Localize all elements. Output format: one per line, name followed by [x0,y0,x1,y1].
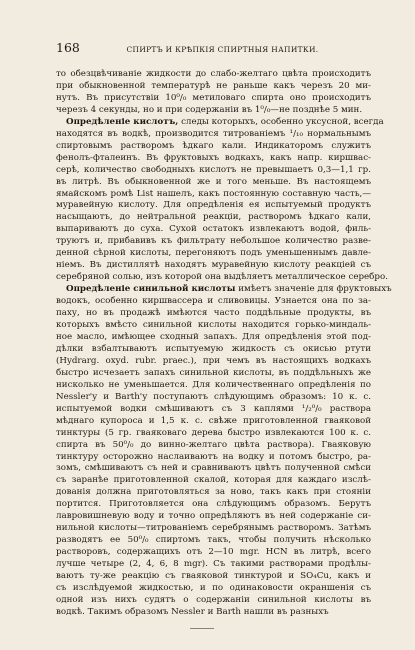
text-line [56,224,371,236]
text-line [56,595,371,607]
text-line [56,332,371,344]
line-text: нисколько не уменьшается. Для количественнаго опредѣленія по [56,379,371,390]
text-line [56,116,384,129]
line-text: паху, но въ продажѣ имѣются часто поддѣльные продукты, въ [56,308,371,319]
line-text: водокъ, особенно киршвассера и сливовицы. Узнается она по за- [56,296,371,307]
line-text: черезъ 4 секунды, но и при содержаніи въ 1⁰/₀—не позднѣе 5 мин. [56,104,363,115]
line-text: ніемъ. Въ дистиллятѣ находятъ муравейную кислоту реакціей съ [56,260,371,271]
line-text: Nessler'у и Barth'у поступаютъ слѣдующимъ образомъ: 10 к. с. [56,391,371,402]
page-number: 168 [56,40,80,55]
line-text: спирта въ 50⁰/₀ до винно-желтаго цвѣта раствора). Гваяковую [56,439,371,450]
line-text: ямайскомъ ромѣ List нашелъ, какъ постоянную составную часть,— [56,188,371,199]
running-head: СПИРТЪ И КРѢПКІЯ СПИРТНЫЯ НАПИТКИ. [126,45,319,54]
line-text: съ изслѣдуемой жидкостью, и по одинаковости окраншенія съ [56,582,371,593]
text-line [56,260,371,272]
text-line [56,129,371,141]
text-line [56,440,371,452]
line-text: зомъ, смѣшиваютъ съ ней и сравниваютъ цвѣтъ полученной смѣси [56,463,371,474]
text-line [56,463,371,475]
line-text: лучше четыре (2, 4, 6, 8 mgr). Съ такими растворами продѣлы- [56,559,371,570]
page-header [56,40,371,56]
text-line [56,416,371,428]
paragraph [56,69,371,117]
text-line [56,296,371,308]
line-text: которыхъ вмѣсто синильной кислоты находится горько-миндаль- [56,320,371,331]
text-line [56,380,371,392]
line-text: ное масло, имѣющее сходный запахъ. Для опредѣленія этой под- [56,331,371,342]
line-text: растворовъ, содержащихъ отъ 2—10 mgr. HCN въ литрѣ, всего [56,547,371,558]
line-text: находятся въ водкѣ, производится титрованіемъ ¹/₁₀ нормальнымъ [56,128,371,139]
line-text: спиртовымъ растворомъ ѣдкаго кали. Индикаторомъ служитъ [56,140,371,151]
text-line [56,452,371,464]
line-text: быстро исчезаетъ запахъ синильной кислоты, въ поддѣльныхъ же [56,367,371,378]
line-text: нильной кислоты—титрованіемъ серебрянымъ растворомъ. Затѣмъ [56,523,371,534]
text-line [56,69,371,81]
line-text: то обезцвѣчиваніе жидкости до слабо-желтаго цвѣта происходитъ [56,69,371,79]
text-line [56,392,371,404]
text-line [56,81,371,93]
line-text: лавровишневую воду и точно опредѣляютъ въ ней содержаніе си- [56,511,371,522]
text-line [56,200,371,212]
text-line [56,165,371,177]
text-line [56,523,371,535]
line-text: тинктуры (5 гр. гваяковаго дерева быстро извлекаются 100 к. с. [56,427,371,438]
page-end-rule [190,628,214,629]
text-line [56,320,371,332]
line-text: труютъ и, прибавивъ къ фильтрату небольшое количество разве- [56,236,371,247]
line-text: въ литрѣ. Въ обыкновенной же и того меньше. Въ настоящемъ [56,176,371,187]
line-text: тинктуру осторожно наслаиваютъ на водку и потомъ быстро, ра- [56,451,371,462]
line-text: выпариваютъ до суха. Сухой остатокъ извлекаютъ водой, филь- [56,224,371,235]
text-line [56,141,371,153]
line-text: серебряной солью, изъ которой она выдѣляетъ металлическое серебро. [56,272,388,283]
text-line [56,344,371,356]
line-text: съ заранѣе приготовленной скалой, которая для каждаго изслѣ- [56,475,371,486]
line-text: портится. Приготовляется она слѣдующимъ образомъ. Берутъ [56,499,371,510]
line-text: насыщаютъ, до нейтральной реакціи, растворомъ ѣдкаго кали, [56,212,371,223]
line-text: мѣднаго купороса и 1,5 к. с. свѣже приготовленной гваяковой [56,415,371,426]
paragraph [56,116,388,284]
text-line [56,607,371,619]
line-text: серѣ, количество свободныхъ кислотъ не превышаетъ 0,3—1,1 гр. [56,164,371,175]
text-line [56,189,371,201]
line-text: фенолъ-фталеинъ. Въ фруктовыхъ водкахъ, какъ напр. киршвас- [56,152,371,163]
text-line [56,284,392,296]
text-line [56,583,371,595]
text-line [56,105,371,117]
text-line [56,535,371,547]
line-text: нутъ. Въ присутствіи 10⁰/₀ метиловаго спирта оно происходитъ [56,92,371,103]
line-text: при обыкновенной температурѣ не раньше какъ черезъ 20 ми- [56,80,371,91]
text-line [56,404,371,416]
line-text: (Hydrarg. oxyd. rubr. praec.), при чемъ въ настоящихъ водкахъ [56,355,371,366]
line-text: имѣетъ значеніе для фруктовыхъ [238,284,392,295]
line-text: одной изъ нихъ судятъ о содержаніи синильной кислоты въ [56,594,371,605]
text-line [56,487,371,499]
text-line [56,559,371,571]
text-line [56,308,371,320]
section-subhead: Опредѣленіе кислотъ, [66,116,179,127]
line-text: разводятъ ее 50⁰/₀ спиртомъ такъ, чтобы получить нѣсколько [56,535,371,546]
line-text: следы которыхъ, особенно уксусной, всегда [181,116,384,127]
line-text: муравейную кислоту. Для опредѣленія ея испытуемый продуктъ [56,200,371,211]
text-line [56,93,371,105]
body-text [56,69,392,619]
text-line [56,547,371,559]
text-line [56,177,371,189]
text-line [56,212,371,224]
text-line [56,499,371,511]
line-text: денной сѣрной кислоты, перегоняютъ подъ уменьшеннымъ давле- [56,248,371,259]
section-subhead: Опредѣленіе синильной кислоты [66,284,236,295]
text-line [56,153,371,165]
text-line [56,368,371,380]
line-text: ваютъ ту-же реакцію съ гваяковой тинктурой и SO₄Cu, какъ и [56,571,371,582]
line-text: дѣлки взбалтываютъ испытуемую жидкость съ окисью ртути [56,343,371,354]
text-line [56,511,371,523]
text-line [56,571,371,583]
text-line [56,356,371,368]
text-line [56,428,371,440]
text-line [56,475,371,487]
line-text: дованія должна приготовляться за ново, такъ какъ при стояніи [56,487,371,498]
text-line [56,236,371,248]
paragraph [56,284,392,619]
text-line [56,272,388,284]
text-line [56,248,371,260]
line-text: испытуемой водки смѣшиваютъ съ 3 каплями ¹/₂⁰/₀ раствора [56,403,371,414]
line-text: водкѣ. Такимъ образомъ Nessler и Barth нашли въ разныхъ [56,606,329,617]
